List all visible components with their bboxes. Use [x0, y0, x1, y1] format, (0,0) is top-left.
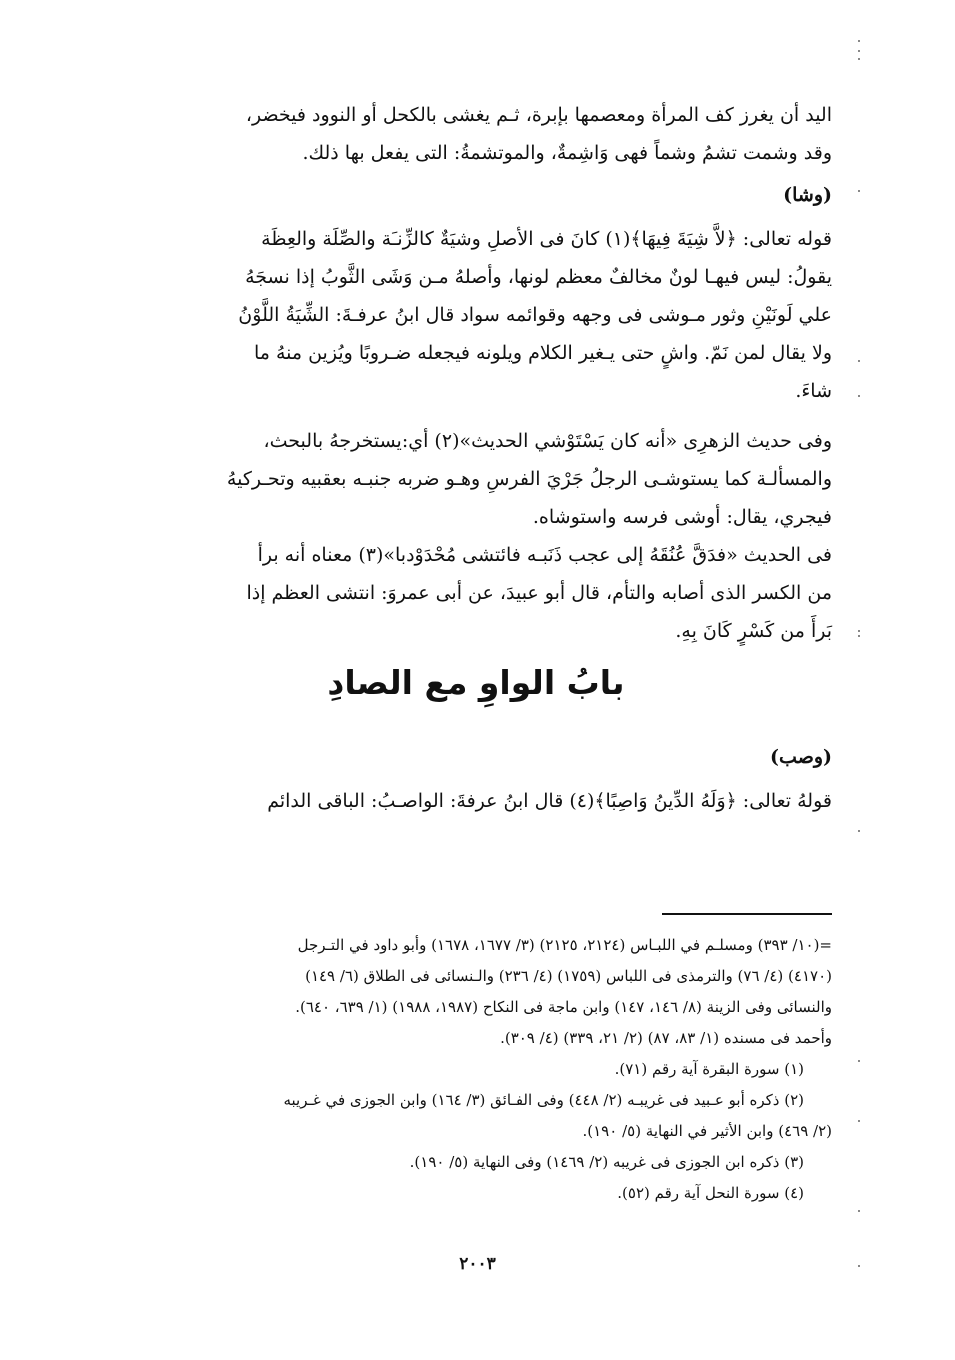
footnote-3: (٣) ذكره ابن الجوزى فى غريبه (٢/ ١٤٦٩) وفى النهاية (٥/ ١٩٠). — [409, 1153, 804, 1171]
text-line: علي لَونَيْنِ وثور مـوشى فى وجهه وقوائمه سواد قال ابنُ عرفـةَ: الشِّيَةُ اللَّوْنُ — [238, 304, 832, 326]
footnote-line: =(١٠/ ٣٩٣) ومسلـم في اللبـاس (٢١٢٤، ٢١٢٥) (٣/ ١٦٧٧، ١٦٧٨) وأبو داود في التـرجل — [297, 936, 832, 954]
scan-dot — [858, 830, 860, 832]
scan-dot — [858, 395, 860, 397]
text-line: بَرأَ من كَسْرٍ كَانَ بِهِ. — [675, 620, 832, 642]
scan-dot — [858, 635, 860, 637]
text-line: قولهُ تعالى: ﴿وَلَهُ الدِّينُ وَاصِبًا﴾(٤) قال ابنُ عرفةَ: الواصـبُ: الباقى الدائم — [267, 790, 832, 812]
scan-edge-marks — [858, 30, 862, 1330]
footnote-line: وأحمد فى مسنده (١/ ٨٣، ٨٧) (٢/ ٢١، ٣٣٩) (٤/ ٣٠٩). — [500, 1029, 832, 1047]
scan-dot — [858, 50, 860, 52]
text-line: شاءَ. — [795, 380, 832, 402]
footnote-2-continued: (٢/ ٤٦٩) وابن الأثير في النهاية (٥/ ١٩٠). — [582, 1122, 832, 1140]
text-line: وقد وشمت تشمُ وشماً فهى وَاشِمةٌ، والموتشمةُ: التى يفعل بها ذلك. — [302, 142, 832, 164]
footnote-2: (٢) ذكره أبو عـبيد فى غريبـه (٢/ ٤٤٨) وفى الفـائق (٣/ ١٦٤) وابن الجوزى في غـريبه — [283, 1091, 804, 1109]
scan-dot — [858, 190, 860, 192]
page-number: ٢٠٠٣ — [459, 1254, 496, 1274]
entry-heading-washa: (وشا) — [783, 184, 832, 206]
main-text — [120, 96, 832, 820]
footnote-line: والنسائى وفى الزينة (٨/ ١٤٦، ١٤٧) وابن ماجة فى النكاح (١٩٨٧، ١٩٨٨) (١/ ٦٣٩، ٦٤٠). — [295, 998, 832, 1016]
entry-heading-wasab: (وصب) — [770, 746, 832, 768]
text-line: قوله تعالى: ﴿لاَّ شِيَةَ فِيهَا﴾(١) كانَ فى الأصلِ وشيَةٌ كالزِّنـَة والصِّلَة والعِظَة — [261, 228, 832, 250]
text-line: وفى حديث الزهرِى «أنه كان يَسْتَوْشي الحديث»(٢) أي:يستخرجهُ بالبحث، — [263, 430, 832, 452]
footnote-1: (١) سورة البقرة آية رقم (٧١). — [614, 1060, 804, 1078]
text-line: والمسألـة كما يستوشـى الرجلُ جَرْيَ الفرسِ وهـو ضربه جنبـه بعقبيه وتحـركيهُ — [226, 468, 832, 490]
text-line: اليد أن يغرز كف المرأة ومعصمها بإبرة، ثـم يغشى بالكحل أو النوود فيخضر، — [245, 104, 832, 126]
text-line: يقولُ: ليس فيهـا لونٌ مخالفٌ معظم لونها، وأصلهُ مـن وَشَى الثَّوبُ إذا نسجَهُ — [245, 266, 832, 288]
footnote-4: (٤) سورة النحل آية رقم (٥٢). — [617, 1184, 804, 1202]
scan-dot — [858, 58, 860, 60]
scan-dot — [858, 1060, 860, 1062]
scan-dot — [858, 40, 860, 42]
text-line: فى الحديث «فدَقَّ عُنُقَهُ إلى عجب ذَنَبـه فائتشى مُحْدَوْدبا»(٣) معناه أنه برأ — [257, 544, 832, 566]
scan-dot — [858, 1120, 860, 1122]
chapter-title: بابُ الواوِ مع الصادِ — [327, 663, 625, 702]
footnotes — [120, 930, 832, 1209]
text-line: فيجري، يقال: أوشى فرسه واستوشاه. — [532, 506, 832, 528]
text-line: من الكسر الذى أصابه والتأم، قال أبو عبيدَ، عن أبى عمروَ: انتشى العظم إذا — [246, 582, 832, 604]
scan-dot — [858, 1210, 860, 1212]
footnote-line: (٤١٧٠) (٤/ ٧٦) والترمذى فى اللباس (١٧٥٩) (٤/ ٢٣٦) والـنسائى فى الطلاق (٦/ ١٤٩) — [305, 967, 832, 985]
scan-dot — [858, 360, 860, 362]
text-line: ولا يقال لمن نَمّ. واشٍ حتى يـغير الكلام ويلونه فيجعله ضـروبًا ويُزين منهُ ما — [253, 342, 832, 364]
footnote-separator — [662, 913, 832, 915]
scan-dot — [858, 630, 860, 632]
